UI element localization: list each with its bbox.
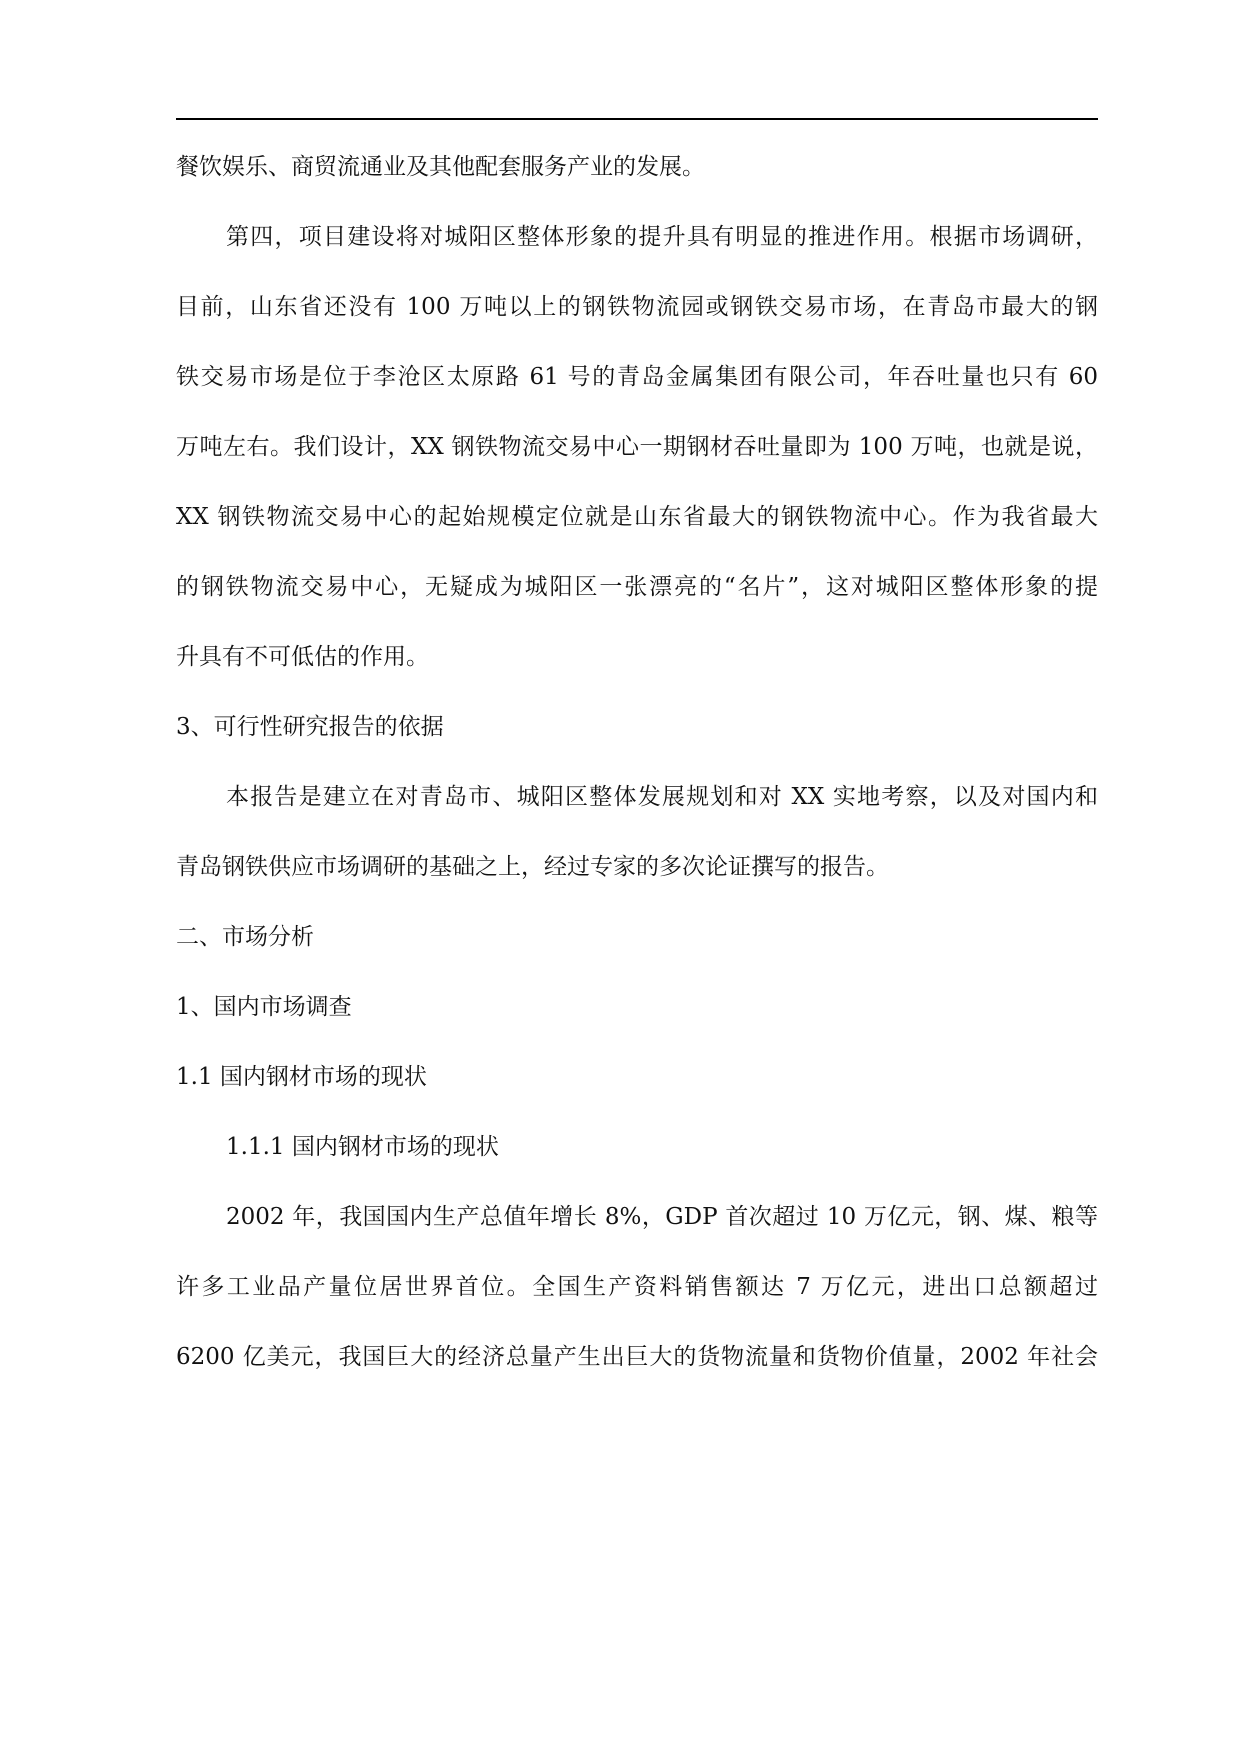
text-line: 的钢铁物流交易中心，无疑成为城阳区一张漂亮的“名片”，这对城阳区整体形象的提	[176, 574, 1098, 600]
text-line: 6200 亿美元，我国巨大的经济总量产生出巨大的货物流量和货物价值量，2002 年社会	[176, 1344, 1098, 1370]
text-line: 目前，山东省还没有 100 万吨以上的钢铁物流园或钢铁交易市场，在青岛市最大的钢	[176, 294, 1098, 320]
section-heading: 3、可行性研究报告的依据	[176, 714, 444, 740]
text-line: 青岛钢铁供应市场调研的基础之上，经过专家的多次论证撰写的报告。	[176, 854, 889, 880]
text-line: 许多工业品产量位居世界首位。全国生产资料销售额达 7 万亿元，进出口总额超过	[176, 1274, 1098, 1300]
section-heading: 二、市场分析	[176, 924, 314, 950]
header-rule	[176, 118, 1098, 120]
text-line: 升具有不可低估的作用。	[176, 644, 429, 670]
section-heading: 1.1.1 国内钢材市场的现状	[226, 1134, 499, 1160]
section-heading: 1、国内市场调查	[176, 994, 352, 1020]
text-line: 2002 年，我国国内生产总值年增长 8%，GDP 首次超过 10 万亿元，钢、煤、粮等	[226, 1204, 1098, 1230]
text-line: 第四，项目建设将对城阳区整体形象的提升具有明显的推进作用。根据市场调研，	[226, 224, 1098, 250]
text-line: XX 钢铁物流交易中心的起始规模定位就是山东省最大的钢铁物流中心。作为我省最大	[176, 504, 1098, 530]
text-line: 餐饮娱乐、商贸流通业及其他配套服务产业的发展。	[176, 154, 705, 180]
text-line: 万吨左右。我们设计，XX 钢铁物流交易中心一期钢材吞吐量即为 100 万吨，也就是说，	[176, 434, 1098, 460]
text-line: 本报告是建立在对青岛市、城阳区整体发展规划和对 XX 实地考察，以及对国内和	[226, 784, 1098, 810]
section-heading: 1.1 国内钢材市场的现状	[176, 1064, 427, 1090]
text-line: 铁交易市场是位于李沧区太原路 61 号的青岛金属集团有限公司，年吞吐量也只有 60	[176, 364, 1098, 390]
